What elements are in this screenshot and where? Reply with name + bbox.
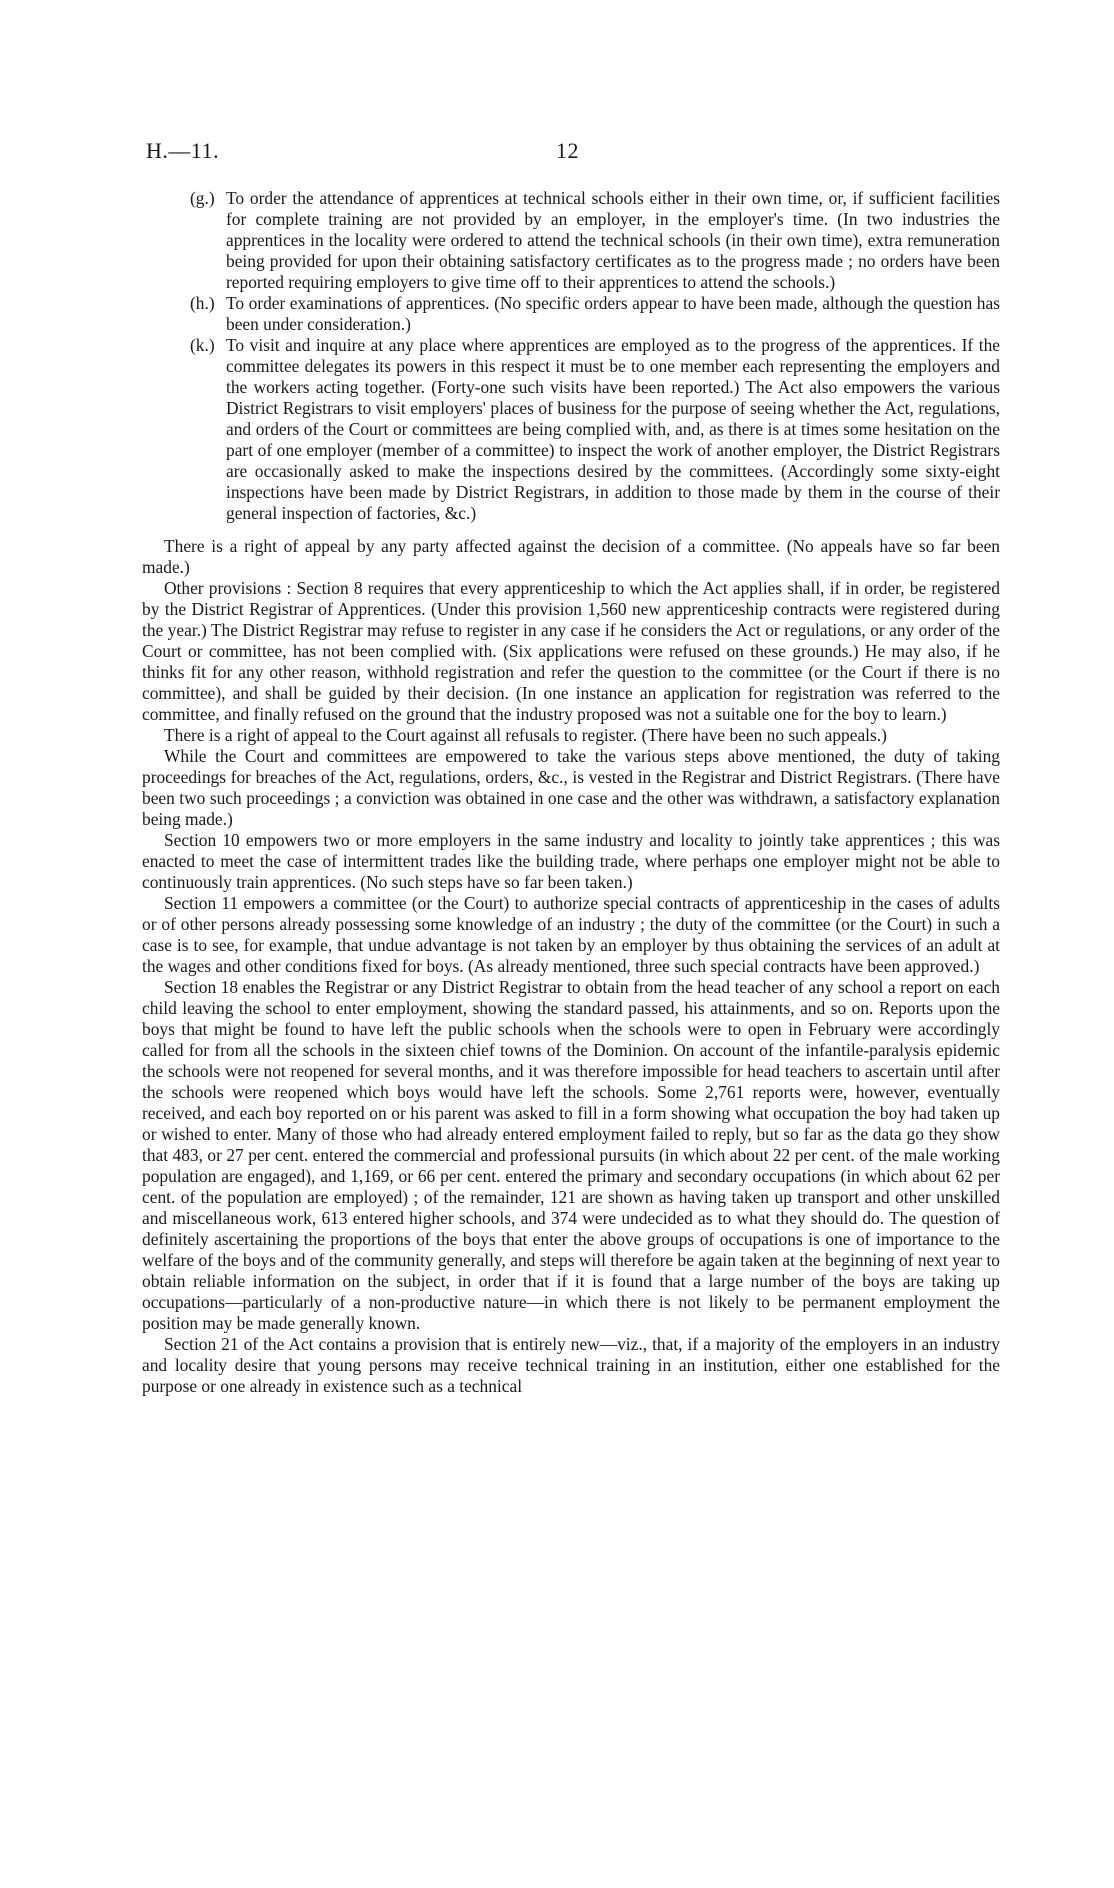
paragraph: There is a right of appeal to the Court against all refusals to register. (There have been no such appeals.) — [164, 725, 887, 745]
paragraph: Section 18 enables the Registrar or any District Registrar to obtain from the head teacher of any school a report on each child leaving the school to enter employment, showing the standard passed, his attainments, and so on. Reports upon the boys that might be found to have left the public schools when the schools were to open in February were accordingly called for from all the schools in the sixteen chief towns of the Dominion. On account of the infantile-paralysis epidemic the schools were not reopened for several months, and it was therefore impossible for head teachers to ascertain until after the schools were reopened which boys would have left the schools. Some 2,761 reports were, however, eventually received, and each boy reported on or his parent was asked to fill in a form showing what occupation the boy had taken up or wished to enter. Many of those who had already entered employment failed to reply, but so far as the data go they show that 483, or 27 per cent. entered the commercial and professional pursuits (in which about 22 per cent. of the male working population are engaged), and 1,169, or 66 per cent. entered the primary and secondary occupations (in which about 62 per cent. of the population are employed) ; of the remainder, 121 are shown as having taken up transport and other unskilled and miscellaneous work, 613 entered higher schools, and 374 were undecided as to what they should do. The question of definitely ascertaining the proportions of the boys that enter the above groups of occupations is one of importance to the welfare of the boys and of the community generally, and steps will therefore be again taken at the beginning of next year to obtain reliable information on the subject, in order that if it is found that a large number of the boys are taking up occupations—particularly of a non-productive nature—in which there is not likely to be permanent employment the position may be made generally known. — [142, 977, 1000, 1333]
document-reference: H.—11. — [146, 138, 220, 163]
power-list — [142, 188, 1000, 524]
list-item-label: (k.) — [190, 335, 215, 355]
list-item-text: To visit and inquire at any place where apprentices are employed as to the progress of the apprentices. If the committee delegates its powers in this respect it must be to one member each representing the employers and the workers acting together. (Forty-one such visits have been reported.) The Act also empowers the various District Registrars to visit employers' places of business for the purpose of seeing whether the Act, regulations, and orders of the Court or committees are being complied with, and, as there is at times some hesitation on the part of one employer (member of a committee) to inspect the work of another employer, the District Registrars are occasionally asked to make the inspections desired by the committees. (Accordingly some sixty-eight inspections have been made by District Registrars, in addition to those made by them in the course of their general inspection of factories, &c.) — [226, 335, 1000, 523]
paragraph: Section 11 empowers a committee (or the Court) to authorize special contracts of apprenticeship in the cases of adults or of other persons already possessing some knowledge of an industry ; the duty of the committee (or the Court) in such a case is to see, for example, that undue advantage is not taken by an employer by thus obtaining the services of an adult at the wages and other conditions fixed for boys. (As already mentioned, three such special contracts have been approved.) — [142, 893, 1000, 976]
list-item-label: (g.) — [190, 188, 215, 208]
page-body — [142, 188, 1000, 1397]
list-item — [142, 293, 1000, 335]
list-item-text: To order the attendance of apprentices at technical schools either in their own time, or, if sufficient facilities for complete training are not provided by an employer, in the employer's time. (In two industries the apprentices in the locality were ordered to attend the technical schools (in their own time), extra remuneration being provided for upon their obtaining satisfactory certificates as to the progress made ; no orders have been reported requiring employers to give time off to their apprentices to attend the schools.) — [226, 188, 1000, 292]
paragraph: Section 21 of the Act contains a provision that is entirely new—viz., that, if a majority of the employers in an industry and locality desire that young persons may receive technical training in an institution, either one established for the purpose or one already in existence such as a technical — [142, 1334, 1000, 1396]
paragraph: While the Court and committees are empowered to take the various steps above mentioned, the duty of taking proceedings for breaches of the Act, regulations, orders, &c., is vested in the Registrar and District Registrars. (There have been two such proceedings ; a conviction was obtained in one case and the other was withdrawn, a satisfactory explanation being made.) — [142, 746, 1000, 829]
paragraph: Other provisions : Section 8 requires that every apprenticeship to which the Act applies shall, if in order, be registered by the District Registrar of Apprentices. (Under this provision 1,560 new apprenticeship contracts were registered during the year.) The District Registrar may refuse to register in any case if he considers the Act or regulations, or any order of the Court or committee, has not been complied with. (Six applications were refused on these grounds.) He may also, if he thinks fit for any other reason, withhold registration and refer the question to the committee (or the Court if there is no committee), and shall be guided by their decision. (In one instance an application for registration was referred to the committee, and finally refused on the ground that the industry proposed was not a suitable one for the boy to learn.) — [142, 578, 1000, 724]
page-number: 12 — [556, 138, 579, 163]
list-item — [142, 188, 1000, 293]
list-item-text: To order examinations of apprentices. (No specific orders appear to have been made, although the question has been under consideration.) — [226, 293, 1000, 334]
list-item-label: (h.) — [190, 293, 215, 313]
paragraph: There is a right of appeal by any party affected against the decision of a committee. (No appeals have so far been made.) — [142, 536, 1000, 577]
paragraph: Section 10 empowers two or more employers in the same industry and locality to jointly take apprentices ; this was enacted to meet the case of intermittent trades like the building trade, where perhaps one employer might not be able to continuously train apprentices. (No such steps have so far been taken.) — [142, 830, 1000, 892]
list-item — [142, 335, 1000, 524]
